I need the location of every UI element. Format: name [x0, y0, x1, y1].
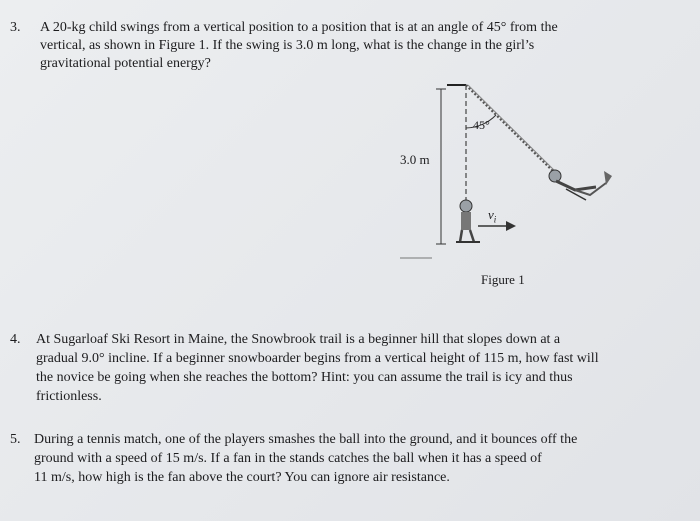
child-on-swing-angled [549, 170, 612, 200]
question-3-line-1: A 20-kg child swings from a vertical position to a position that is at an angle of 45° from the [40, 20, 558, 35]
question-5-line-3: 11 m/s, how high is the fan above the court? You can ignore air resistance. [34, 470, 450, 485]
question-4-line-1: At Sugarloaf Ski Resort in Maine, the Snowbrook trail is a beginner hill that slopes down at a [36, 332, 561, 347]
question-5-line-1: During a tennis match, one of the players smashes the ball into the ground, and it bounces off the [34, 432, 578, 447]
child-on-swing-bottom [456, 200, 480, 242]
question-3-line-3: gravitational potential energy? [40, 56, 211, 71]
velocity-subscript: i [493, 214, 497, 225]
question-3-number: 3. [10, 20, 21, 35]
velocity-label [488, 207, 496, 225]
question-3-line-2: vertical, as shown in Figure 1. If the swing is 3.0 m long, what is the change in the girl’s [40, 38, 535, 53]
velocity-arrow-head [506, 221, 516, 231]
angle-label: 45° [473, 118, 490, 132]
question-4-line-4: frictionless. [36, 389, 102, 404]
velocity-symbol: v [488, 207, 494, 222]
question-4-line-3: the novice be going when she reaches the bottom? Hint: you can assume the trail is icy and thus [36, 370, 573, 385]
question-5-number: 5. [10, 432, 21, 447]
figure-caption: Figure 1 [481, 272, 525, 287]
question-4-line-2: gradual 9.0° incline. If a beginner snowboarder begins from a vertical height of 115 m, how fast will [36, 351, 599, 366]
question-4-number: 4. [10, 332, 21, 347]
length-label: 3.0 m [400, 152, 430, 167]
question-5-line-2: ground with a speed of 15 m/s. If a fan in the stands catches the ball when it has a speed of [34, 451, 542, 466]
